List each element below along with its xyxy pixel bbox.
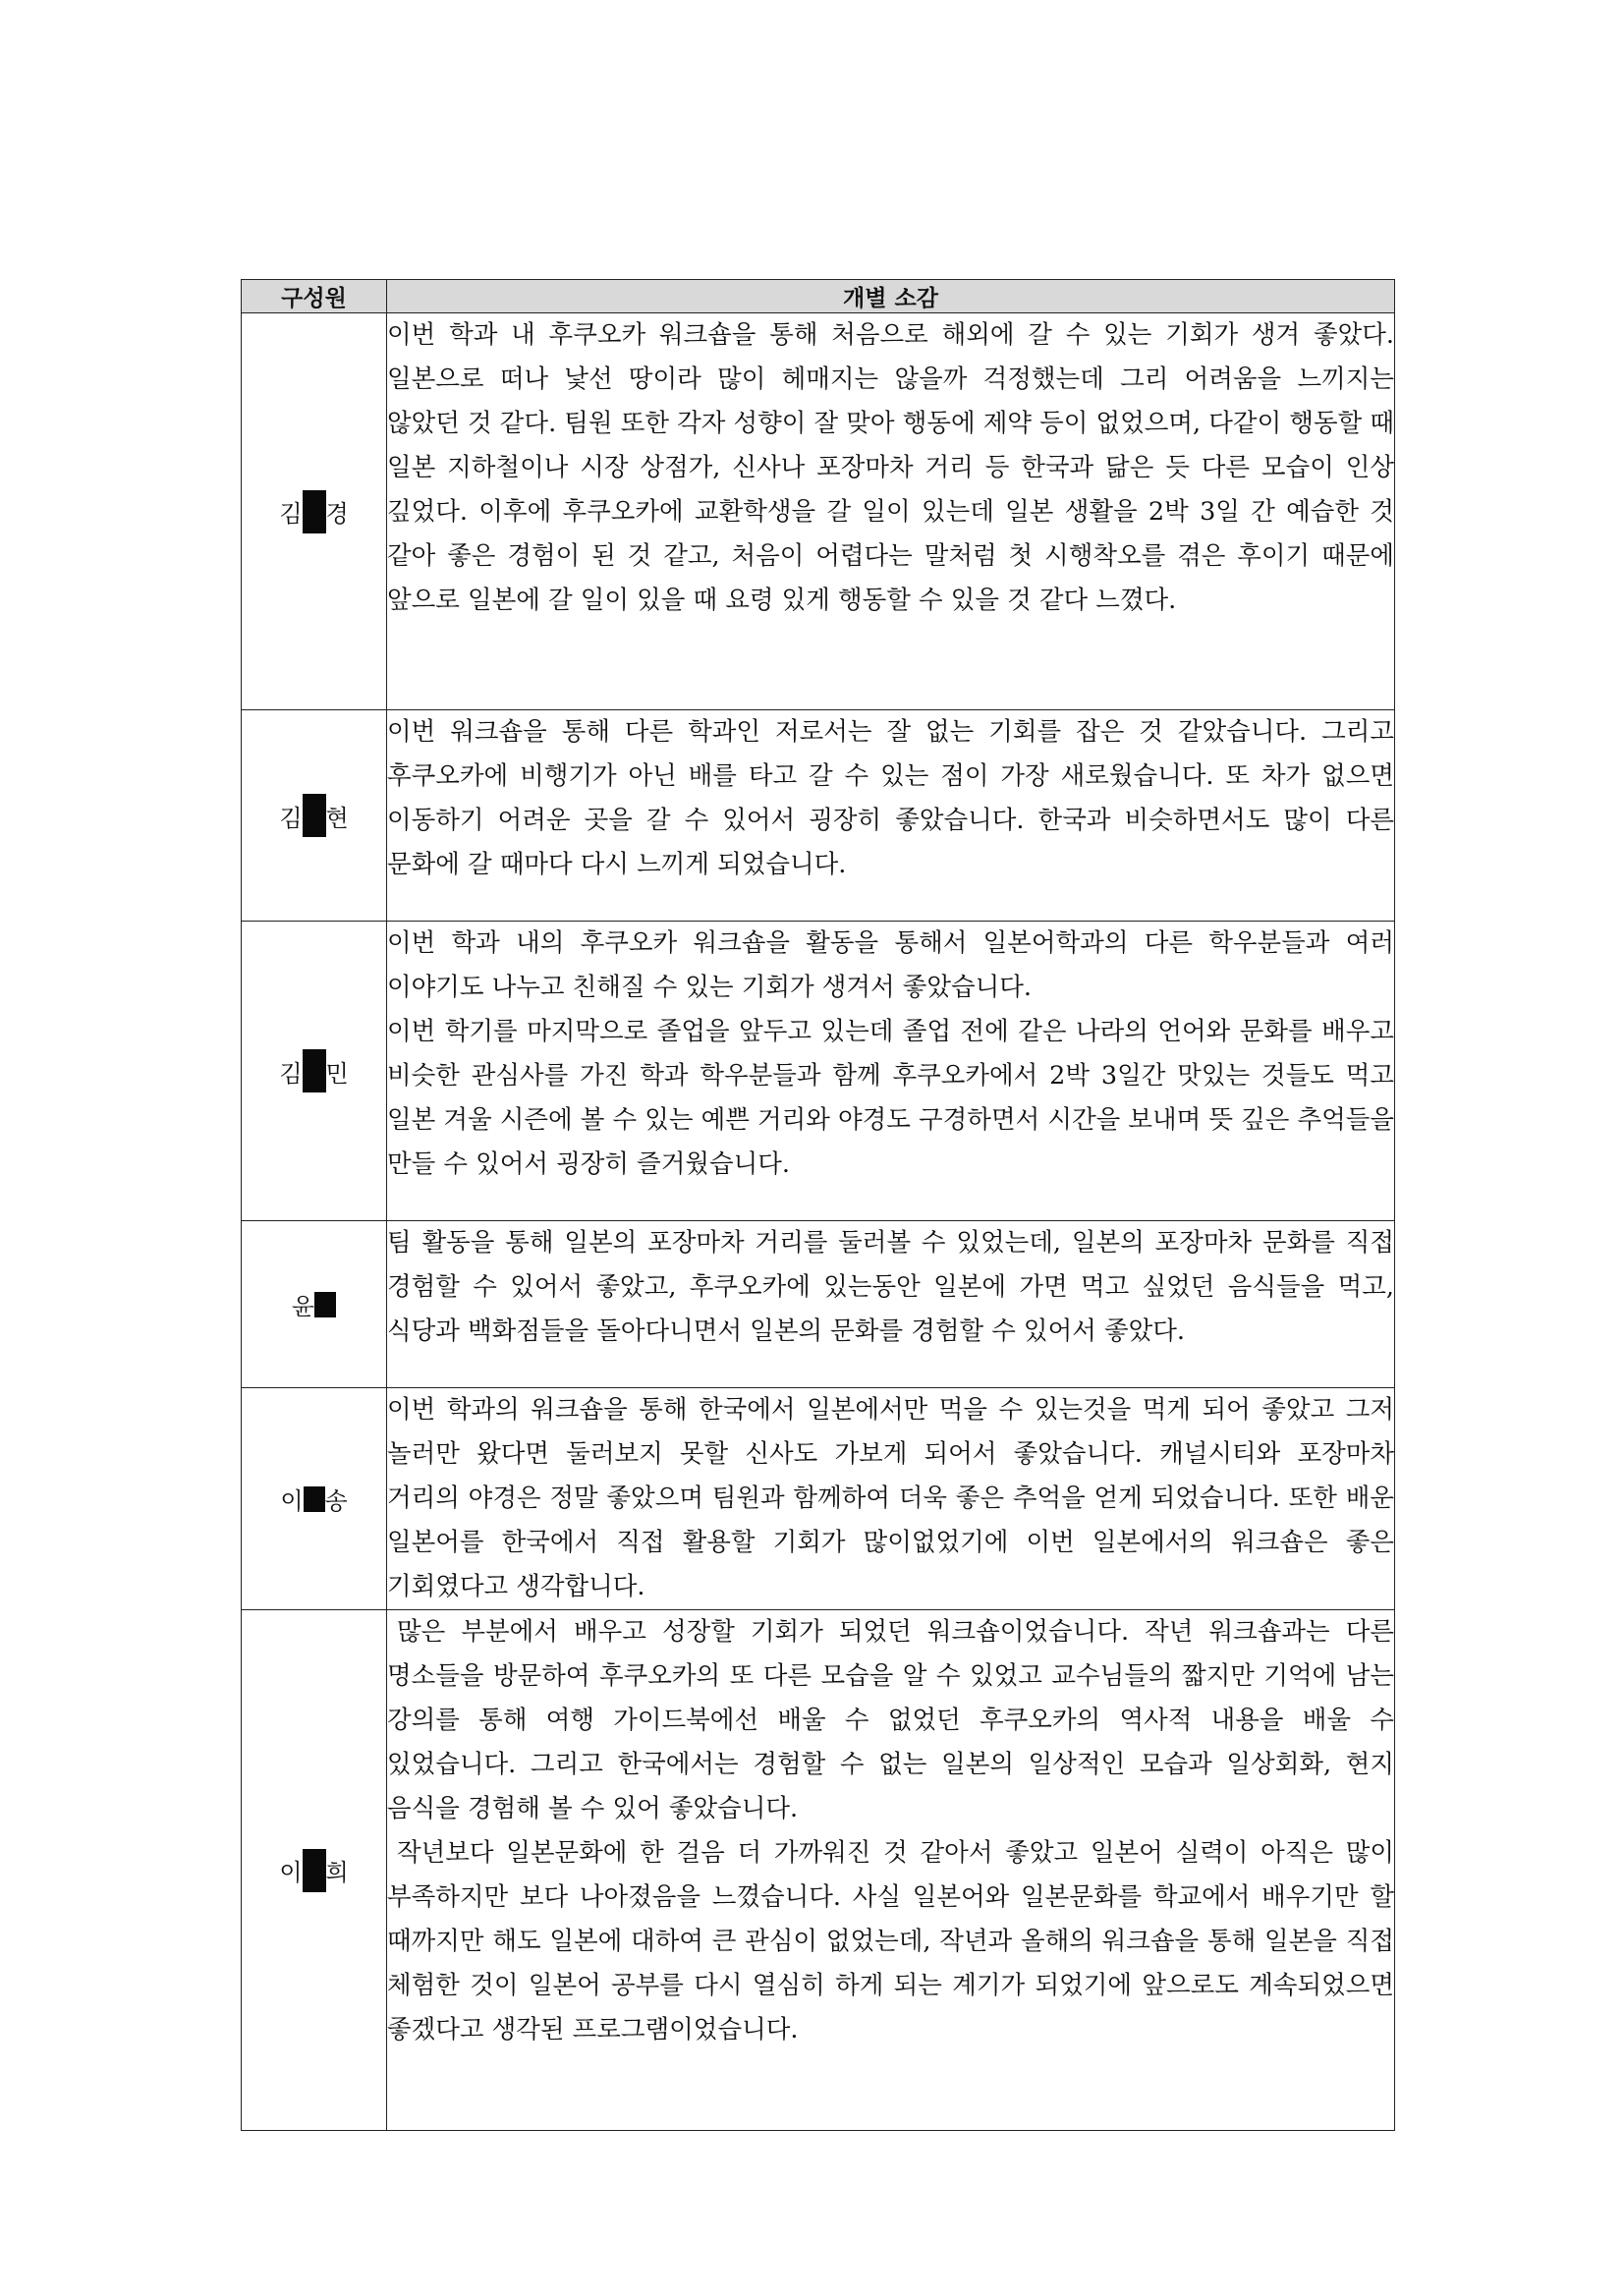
member-name-first: 이 [280, 1487, 304, 1515]
reflection-paragraph: 이번 워크숍을 통해 다른 학과인 저로서는 잘 없는 기회를 잡은 것 같았습니다. 그리고 후쿠오카에 비행기가 아닌 배를 타고 갈 수 있는 점이 가장 새로웠습니다. 또 차가 없으면 이동하기 어려운 곳을 갈 수 있어서 굉장히 좋았습니다. 한국과 비슷하면서도 많이 다른 문화에 갈 때마다 다시 느끼게 되었습니다. [387, 717, 1394, 879]
member-name-cell [242, 1221, 387, 1388]
table-row [242, 710, 1395, 922]
table-row [242, 1388, 1395, 1610]
redaction-mark [304, 1486, 325, 1512]
table-row [242, 1610, 1395, 2131]
member-name-last: 송 [324, 1487, 348, 1515]
redaction-mark [314, 1292, 336, 1317]
reflection-text-cell [387, 313, 1395, 710]
reflection-paragraph: 팀 활동을 통해 일본의 포장마차 거리를 둘러볼 수 있었는데, 일본의 포장마차 문화를 직접 경험할 수 있어서 좋았고, 후쿠오카에 있는동안 일본에 가면 먹고 싶었던 음식들을 먹고, 식당과 백화점들을 돌아다니면서 일본의 문화를 경험할 수 있어서 좋았다. [387, 1228, 1394, 1346]
redaction-mark [303, 490, 326, 533]
redaction-mark [303, 794, 326, 837]
reflection-text-cell [387, 1221, 1395, 1388]
member-name-cell [242, 1388, 387, 1610]
member-name-last: 경 [325, 500, 349, 528]
member-name-last: 희 [325, 1859, 349, 1886]
member-name-first: 이 [279, 1859, 303, 1886]
member-name-first: 김 [279, 500, 303, 528]
reflection-paragraph: 이번 학기를 마지막으로 졸업을 앞두고 있는데 졸업 전에 같은 나라의 언어와 문화를 배우고 비슷한 관심사를 가진 학과 학우분들과 함께 후쿠오카에서 2박 3일간 맛있는 것들도 먹고 일본 겨울 시즌에 볼 수 있는 예쁜 거리와 야경도 구경하면서 시간을 보내며 뜻 깊은 추억들을 만들 수 있어서 굉장히 즐거웠습니다. [387, 1017, 1394, 1179]
header-member: 구성원 [242, 280, 387, 313]
header-reflection: 개별 소감 [387, 280, 1395, 313]
table-row [242, 922, 1395, 1221]
member-name-cell [242, 710, 387, 922]
reflections-table [241, 279, 1395, 2131]
member-name-last: 민 [325, 1059, 349, 1088]
redaction-mark [303, 1049, 326, 1092]
member-name-last: 현 [325, 804, 349, 832]
table-header-row [242, 280, 1395, 313]
reflection-text-cell [387, 710, 1395, 922]
reflection-paragraph: 많은 부분에서 배우고 성장할 기회가 되었던 워크숍이었습니다. 작년 워크숍과는 다른 명소들을 방문하여 후쿠오카의 또 다른 모습을 알 수 있었고 교수님들의 짧지만 기억에 남는 강의를 통해 여행 가이드북에선 배울 수 없었던 후쿠오카의 역사적 내용을 배울 수 있었습니다. 그리고 한국에서는 경험할 수 없는 일본의 일상적인 모습과 일상회화, 현지 음식을 경험해 볼 수 있어 좋았습니다. [387, 1617, 1394, 1823]
member-name-first: 김 [279, 1059, 303, 1088]
member-name-first: 김 [279, 804, 303, 832]
redaction-mark [303, 1849, 326, 1892]
member-name-cell [242, 313, 387, 710]
reflection-text-cell [387, 1610, 1395, 2131]
reflection-paragraph: 작년보다 일본문화에 한 걸음 더 가까워진 것 같아서 좋았고 일본어 실력이 아직은 많이 부족하지만 보다 나아졌음을 느꼈습니다. 사실 일본어와 일본문화를 학교에서 배우기만 할 때까지만 해도 일본에 대하여 큰 관심이 없었는데, 작년과 올해의 워크숍을 통해 일본을 직접 체험한 것이 일본어 공부를 다시 열심히 하게 되는 계기가 되었기에 앞으로도 계속되었으면 좋겠다고 생각된 프로그램이었습니다. [387, 1838, 1394, 2044]
member-name-cell [242, 1610, 387, 2131]
reflection-paragraph: 이번 학과 내 후쿠오카 워크숍을 통해 처음으로 해외에 갈 수 있는 기회가 생겨 좋았다. 일본으로 떠나 낯선 땅이라 많이 헤매지는 않을까 걱정했는데 그리 어려움을 느끼지는 않았던 것 같다. 팀원 또한 각자 성향이 잘 맞아 행동에 제약 등이 없었으며, 다같이 행동할 때 일본 지하철이나 시장 상점가, 신사나 포장마차 거리 등 한국과 닮은 듯 다른 모습이 인상 깊었다. 이후에 후쿠오카에 교환학생을 갈 일이 있는데 일본 생활을 2박 3일 간 예습한 것 같아 좋은 경험이 된 것 같고, 처음이 어렵다는 말처럼 첫 시행착오를 겪은 후이기 때문에 앞으로 일본에 갈 일이 있을 때 요령 있게 행동할 수 있을 것 같다 느꼈다. [387, 320, 1394, 615]
member-name-cell [242, 922, 387, 1221]
reflection-text-cell [387, 1388, 1395, 1610]
table-row [242, 1221, 1395, 1388]
table-row [242, 313, 1395, 710]
reflection-text-cell [387, 922, 1395, 1221]
reflection-paragraph: 이번 학과의 워크숍을 통해 한국에서 일본에서만 먹을 수 있는것을 먹게 되어 좋았고 그저 놀러만 왔다면 둘러보지 못할 신사도 가보게 되어서 좋았습니다. 캐널시티와 포장마차 거리의 야경은 정말 좋았으며 팀원과 함께하여 더욱 좋은 추억을 얻게 되었습니다. 또한 배운 일본어를 한국에서 직접 활용할 기회가 많이없었기에 이번 일본에서의 워크숍은 좋은 기회였다고 생각합니다. [387, 1395, 1394, 1601]
reflection-paragraph: 이번 학과 내의 후쿠오카 워크숍을 활동을 통해서 일본어학과의 다른 학우분들과 여러 이야기도 나누고 친해질 수 있는 기회가 생겨서 좋았습니다. [387, 928, 1394, 1002]
member-name-first: 윤 [291, 1293, 315, 1320]
